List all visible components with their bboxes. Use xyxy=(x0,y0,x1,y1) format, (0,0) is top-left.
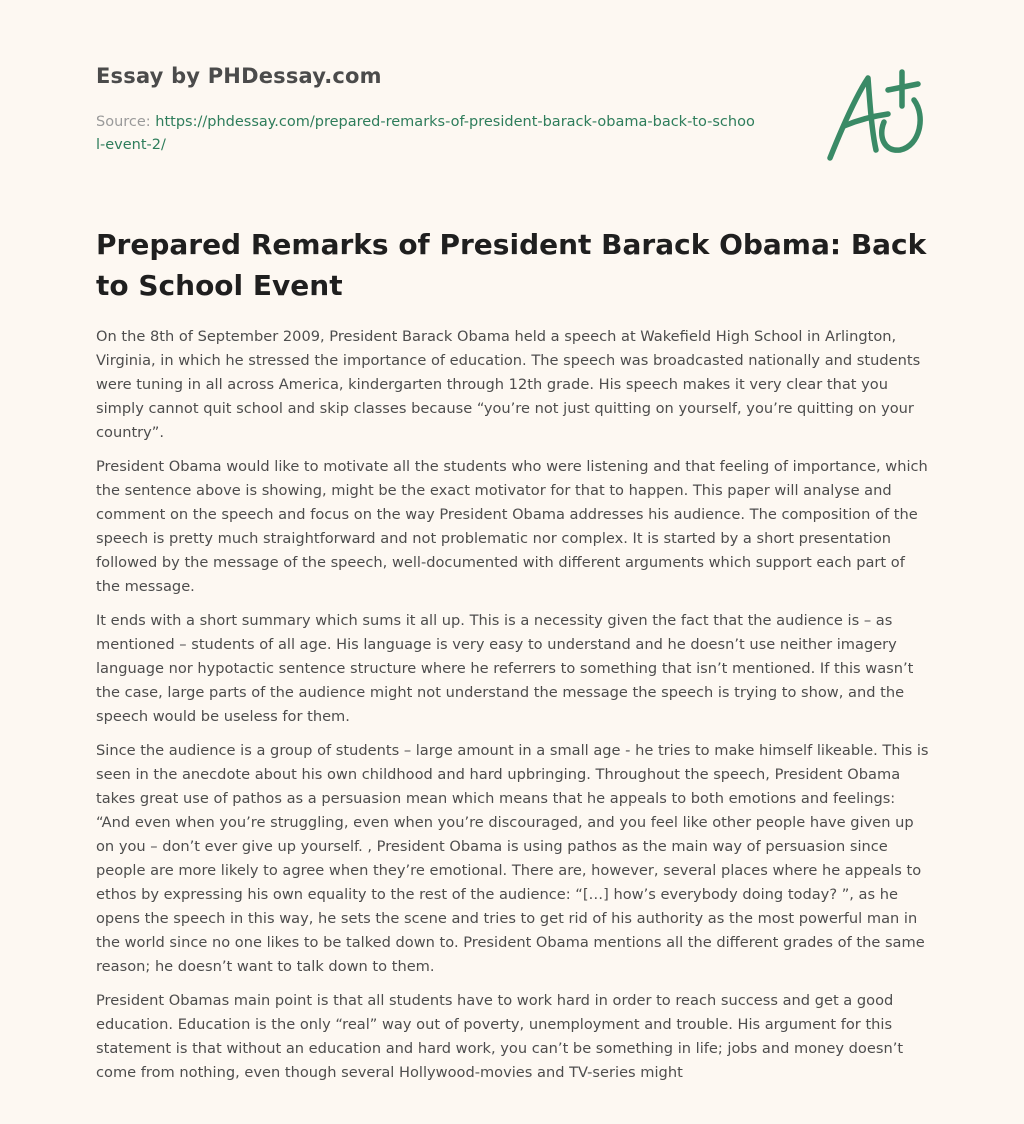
site-brand: Essay by PHDessay.com xyxy=(96,64,382,88)
source-link[interactable]: https://phdessay.com/prepared-remarks-of-president-barack-obama-back-to-school-event-2/ xyxy=(96,114,755,153)
essay-body xyxy=(96,325,932,1095)
source-label: Source: xyxy=(96,114,156,130)
essay-title: Prepared Remarks of President Barack Obama: Back to School Event xyxy=(96,228,927,302)
a-plus-logo-icon xyxy=(822,66,932,166)
essay-paragraph: On the 8th of September 2009, President Barack Obama held a speech at Wakefield High School in Arlington, Virginia, in which he stressed the importance of education. The speech was broadcasted nationally and students were tuning in all across America, kindergarten through 12th grade. His speech makes it very clear that you simply cannot quit school and skip classes because “you’re not just quitting on yourself, you’re quitting on your country”. xyxy=(96,328,921,441)
essay-paragraph: President Obamas main point is that all students have to work hard in order to reach success and get a good education. Education is the only “real” way out of poverty, unemployment and trouble. His argument for this statement is that without an education and hard work, you can’t be something in life; jobs and money doesn’t come from nothing, even though several Hollywood-movies and TV-series might xyxy=(96,992,904,1081)
source-line xyxy=(96,111,756,157)
essay-paragraph: President Obama would like to motivate all the students who were listening and that feeling of importance, which the sentence above is showing, might be the exact motivator for that to happen. This paper will analyse and comment on the speech and focus on the way President Obama addresses his audience. The composition of the speech is pretty much straightforward and not problematic nor complex. It is started by a short presentation followed by the message of the speech, well-documented with different arguments which support each part of the message. xyxy=(96,458,928,595)
logo-plus-horizontal-icon xyxy=(888,84,918,90)
essay-paragraph: It ends with a short summary which sums it all up. This is a necessity given the fact that the audience is – as mentioned – students of all age. His language is very easy to understand and he doesn’t use neither imagery language nor hypotactic sentence structure where he referrers to something that isn’t mentioned. If this wasn’t the case, large parts of the audience might not understand the message the speech is trying to show, and the speech would be useless for them. xyxy=(96,612,914,725)
essay-paragraph: Since the audience is a group of students – large amount in a small age - he tries to make himself likeable. This is seen in the anecdote about his own childhood and hard upbringing. Throughout the speech, President Obama takes great use of pathos as a persuasion mean which means that he appeals to both emotions and feelings: “And even when you’re struggling, even when you’re discouraged, and you feel like other people have given up on you – don’t ever give up yourself. , President Obama is using pathos as the main way of persuasion since people are more likely to agree when they’re emotional. There are, however, several places where he appeals to ethos by expressing his own equality to the rest of the audience: “[…] how’s everybody doing today? ”, as he opens the speech in this way, he sets the scene and tries to get rid of his authority as the most powerful man in the world since no one likes to be talked down to. President Obama mentions all the different grades of the same reason; he doesn’t want to talk down to them. xyxy=(96,742,929,975)
